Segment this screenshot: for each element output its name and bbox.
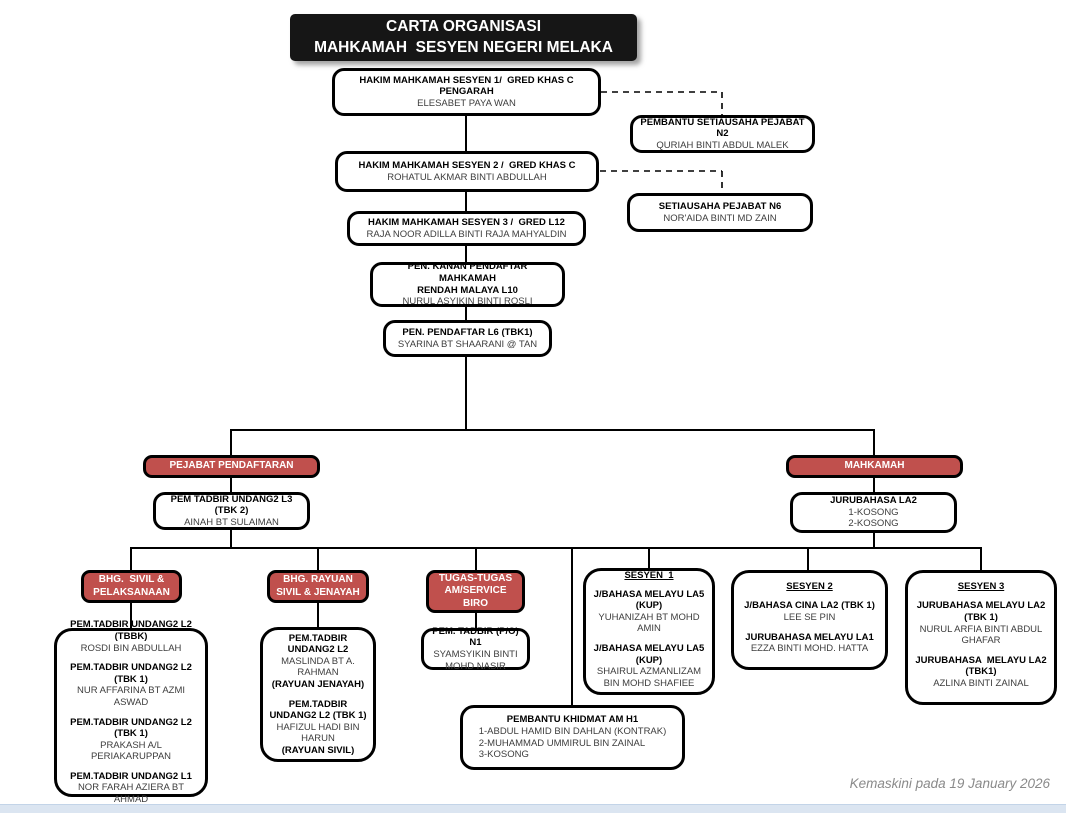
staff-name: AZLINA BINTI ZAINAL	[933, 677, 1029, 689]
sesyen-header: SESYEN 2	[786, 581, 833, 593]
node-pen-kanan-pendaftar	[370, 262, 565, 307]
unit-bhg-rayuan	[267, 570, 369, 603]
title-line1: CARTA ORGANISASI	[386, 17, 541, 35]
staff-title: JURUBAHASA MELAYU LA2 (TBK1)	[915, 654, 1050, 678]
node-vacancy-2: 2-KOSONG	[848, 518, 899, 530]
node-pembantu-setiausaha-n2	[630, 115, 815, 153]
unit-tugas-am	[426, 570, 525, 613]
staff-name: MASLINDA BT A. RAHMAN	[281, 655, 358, 679]
node-person: NOR'AIDA BINTI MD ZAIN	[663, 212, 777, 224]
staff-entry	[63, 619, 199, 654]
title-line2: MAHKAMAH SESYEN NEGERI MELAKA	[314, 38, 613, 56]
khidmat-list	[479, 726, 667, 761]
staff-name: HAFIZUL HADI BIN HARUN	[276, 721, 363, 745]
division-label: MAHKAMAH	[844, 460, 905, 472]
node-pen-pendaftar	[383, 320, 552, 357]
staff-entry	[63, 771, 199, 806]
staff-name: NOR FARAH AZIERA BT AHMAD	[77, 782, 187, 805]
staff-name: EZZA BINTI MOHD. HATTA	[750, 643, 869, 655]
node-setiausaha-n6	[627, 193, 813, 232]
staff-note: (RAYUAN JENAYAH)	[271, 678, 365, 690]
last-updated-note: Kemaskini pada 19 January 2026	[849, 776, 1050, 791]
staff-title: PEMBANTU KHIDMAT AM H1	[506, 714, 639, 726]
staff-title: JURUBAHASA MELAYU LA2 (TBK 1)	[916, 600, 1048, 624]
division-label: PEJABAT PENDAFTARAN	[169, 460, 294, 472]
node-person: ROHATUL AKMAR BINTI ABDULLAH	[387, 171, 547, 183]
unit-label: BHG. RAYUAN	[283, 574, 353, 585]
node-title: JURUBAHASA LA2	[830, 495, 917, 507]
staff-title: PEM.TADBIR UNDANG2 L2 (TBBK)	[70, 619, 195, 643]
staff-box-sivil	[54, 619, 208, 805]
staff-entry	[914, 600, 1048, 646]
staff-name: LEE SE PIN	[783, 611, 836, 623]
staff-box-pem-tadbir-po	[421, 625, 530, 672]
staff-title: PEM.TADBIR UNDANG2 L2 (TBK 1)	[70, 716, 195, 740]
unit-label2: PELAKSANAAN	[93, 586, 170, 598]
staff-entry	[914, 655, 1048, 690]
node-person: AINAH BT SULAIMAN	[184, 516, 279, 528]
staff-title: PEM.TADBIR UNDANG2 L2 (TBK 1)	[269, 698, 367, 722]
node-person: SYARINA BT SHAARANI @ TAN	[397, 338, 538, 350]
node-title: PEN. KANAN PENDAFTAR MAHKAMAH	[407, 261, 530, 284]
staff-entry	[745, 632, 874, 655]
sesyen-header: SESYEN 1	[624, 569, 674, 581]
staff-box-sesyen-3	[905, 570, 1057, 705]
staff-title: J/BAHASA CINA LA2 (TBK 1)	[744, 600, 875, 612]
unit-label: TUGAS-TUGAS	[438, 572, 513, 584]
staff-box-khidmat-am	[460, 705, 685, 770]
node-title: PEMBANTU SETIAUSAHA PEJABAT N2	[640, 116, 808, 140]
division-pejabat-pendaftaran	[143, 455, 320, 478]
staff-entry	[269, 633, 367, 691]
division-mahkamah	[786, 455, 963, 478]
node-pem-tadbir-l3	[153, 492, 310, 530]
staff-title: PEM.TADBIR UNDANG2 L1	[70, 770, 192, 782]
node-hakim-sesyen-2	[335, 151, 599, 192]
staff-title: PEM.TADBIR UNDANG2 L2 (TBK 1)	[70, 662, 195, 685]
staff-name: NURUL ARFIA BINTI ABDUL GHAFAR	[919, 623, 1045, 647]
sesyen-header: SESYEN 3	[957, 581, 1005, 593]
node-person: ELESABET PAYA WAN	[417, 97, 516, 109]
staff-box-sesyen-1	[583, 568, 715, 695]
node-title: HAKIM MAHKAMAH SESYEN 3 / GRED L12	[368, 216, 565, 228]
node-person: NURUL ASYIKIN BINTI ROSLI	[402, 296, 533, 308]
staff-name: YUHANIZAH BT MOHD AMIN	[598, 611, 702, 635]
unit-label2: AM/SERVICE	[444, 585, 507, 597]
staff-name: SHAIRUL AZMANLIZAM BIN MOHD SHAFIEE	[596, 666, 704, 689]
unit-label2: SIVIL & JENAYAH	[276, 586, 360, 598]
staff-name: PRAKASH A/L PERIAKARUPPAN	[90, 739, 172, 763]
staff-name: ROSDI BIN ABDULLAH	[80, 642, 182, 654]
node-title: HAKIM MAHKAMAH SESYEN 2 / GRED KHAS C	[358, 159, 576, 171]
staff-title: J/BAHASA MELAYU LA5 (KUP)	[593, 643, 707, 666]
staff-title: PEM.TADBIR UNDANG2 L2	[287, 632, 350, 656]
node-person: RAJA NOOR ADILLA BINTI RAJA MAHYALDIN	[366, 228, 567, 240]
staff-title: J/BAHASA MELAYU LA5 (KUP)	[593, 588, 707, 612]
khidmat-line: 3-KOSONG	[478, 749, 529, 761]
unit-label: BHG. SIVIL &	[98, 574, 165, 585]
staff-box-rayuan	[260, 627, 376, 762]
staff-entry	[269, 699, 367, 757]
node-hakim-sesyen-3	[347, 211, 586, 246]
staff-entry	[592, 643, 706, 689]
staff-title: PEM. TADBIR (P/O) N1	[432, 625, 522, 649]
staff-name: SYAMSYIKIN BINTI MOHD NASIR	[433, 649, 521, 672]
unit-bhg-sivil	[81, 570, 182, 603]
staff-title: JURUBAHASA MELAYU LA1	[745, 631, 874, 643]
unit-label3: BIRO	[463, 597, 488, 609]
node-hakim-sesyen-1	[332, 68, 601, 116]
node-vacancy-1: 1-KOSONG	[848, 506, 899, 518]
node-title2: RENDAH MALAYA L10	[417, 284, 518, 296]
staff-entry	[63, 717, 199, 763]
khidmat-line: 1-ABDUL HAMID BIN DAHLAN (KONTRAK)	[478, 725, 667, 737]
staff-note: (RAYUAN SIVIL)	[281, 744, 355, 756]
node-title2: PENGARAH	[439, 86, 494, 98]
node-title: PEN. PENDAFTAR L6 (TBK1)	[402, 326, 533, 338]
title-banner	[290, 14, 637, 61]
khidmat-line: 2-MUHAMMAD UMMIRUL BIN ZAINAL	[478, 737, 646, 749]
staff-entry	[63, 662, 199, 708]
staff-box-sesyen-2	[731, 570, 888, 670]
node-jurubahasa-la2	[790, 492, 957, 533]
node-person: QURIAH BINTI ABDUL MALEK	[656, 139, 789, 151]
node-title: PEM TADBIR UNDANG2 L3 (TBK 2)	[170, 493, 296, 517]
node-title: HAKIM MAHKAMAH SESYEN 1/ GRED KHAS C	[359, 74, 574, 86]
staff-entry	[744, 600, 875, 623]
node-title: SETIAUSAHA PEJABAT N6	[658, 200, 782, 212]
staff-name: NUR AFFARINA BT AZMI ASWAD	[76, 685, 188, 708]
staff-entry	[592, 589, 706, 635]
